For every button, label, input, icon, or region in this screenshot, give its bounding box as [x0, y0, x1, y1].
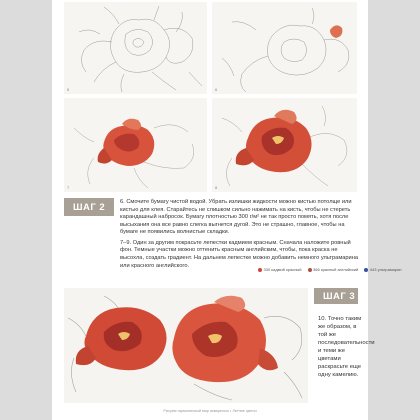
legend-item-cadmium-red: [258, 267, 302, 272]
figure-number: 5: [67, 87, 70, 92]
figure-5-pencil-sketch: [64, 2, 207, 94]
figure-7-painting-petals: [64, 98, 207, 192]
step-2-label: [64, 198, 114, 216]
step-2-paragraph-2: 7–9. Один за другим покрасьте лепестки кадмием красным. Сначала наложите ровный фон. Темные участки можно оттенить красным английским, чтобы, пока краска не высохла, создать градиент. На дальнем лепестке можно добавить немного ультрамарина или красного английского.: [120, 239, 359, 269]
step-2-paragraph-1: 6. Смочите бумагу чистой водой. Убрать излишки жидкости можно кистью потолще или кистью для клея. Старайтесь не слишком сильно нажимать на кисть, чтобы не стереть карандашный набросок. Бумагу плотностью 300 г/м² не так просто помять, хотя после высыхания она все равно слегка выгнется дугой. Это не страшно, главное, чтобы на бумаге не появились волнистые складки.: [120, 199, 352, 236]
figure-8-first-camellia: [212, 98, 357, 192]
legend-label: 330 кадмий красный: [263, 267, 302, 272]
step-2-instructions: [120, 199, 360, 273]
petals-illustration: [64, 98, 207, 192]
step-2-label-text: ШАГ 2: [73, 201, 106, 213]
figure-6-first-wash: [212, 2, 357, 94]
legend-item-ultramarine: [364, 267, 401, 272]
figure-final-two-camellias: [64, 288, 308, 403]
sketch-illustration: [64, 2, 207, 94]
legend-label: 366 красный английский: [313, 267, 359, 272]
figure-number: 7: [67, 185, 70, 190]
book-page: [52, 0, 402, 420]
step-3-instructions: [318, 316, 375, 380]
color-legend: [258, 267, 402, 272]
figure-number: 8: [215, 185, 218, 190]
step-3-paragraph: 10. Точно таким же образом, в той же последовательности и теми же цветами раскрасьте еще одну камелию.: [318, 316, 375, 378]
step-3-label-text: ШАГ 3: [323, 290, 356, 302]
color-swatch-icon: [258, 268, 262, 272]
legend-label: 443 ультрамарин: [369, 267, 402, 272]
two-camellias-illustration: [64, 288, 308, 403]
legend-item-english-red: [308, 267, 359, 272]
color-swatch-icon: [364, 268, 368, 272]
figure-number: 6: [215, 87, 218, 92]
page-footer: Рисуем гармоничный мир акварелью • Летние цветы: [163, 409, 257, 413]
first-wash-illustration: [212, 2, 357, 94]
step-3-label: [314, 288, 358, 304]
first-camellia-illustration: [212, 98, 357, 192]
color-swatch-icon: [308, 268, 312, 272]
